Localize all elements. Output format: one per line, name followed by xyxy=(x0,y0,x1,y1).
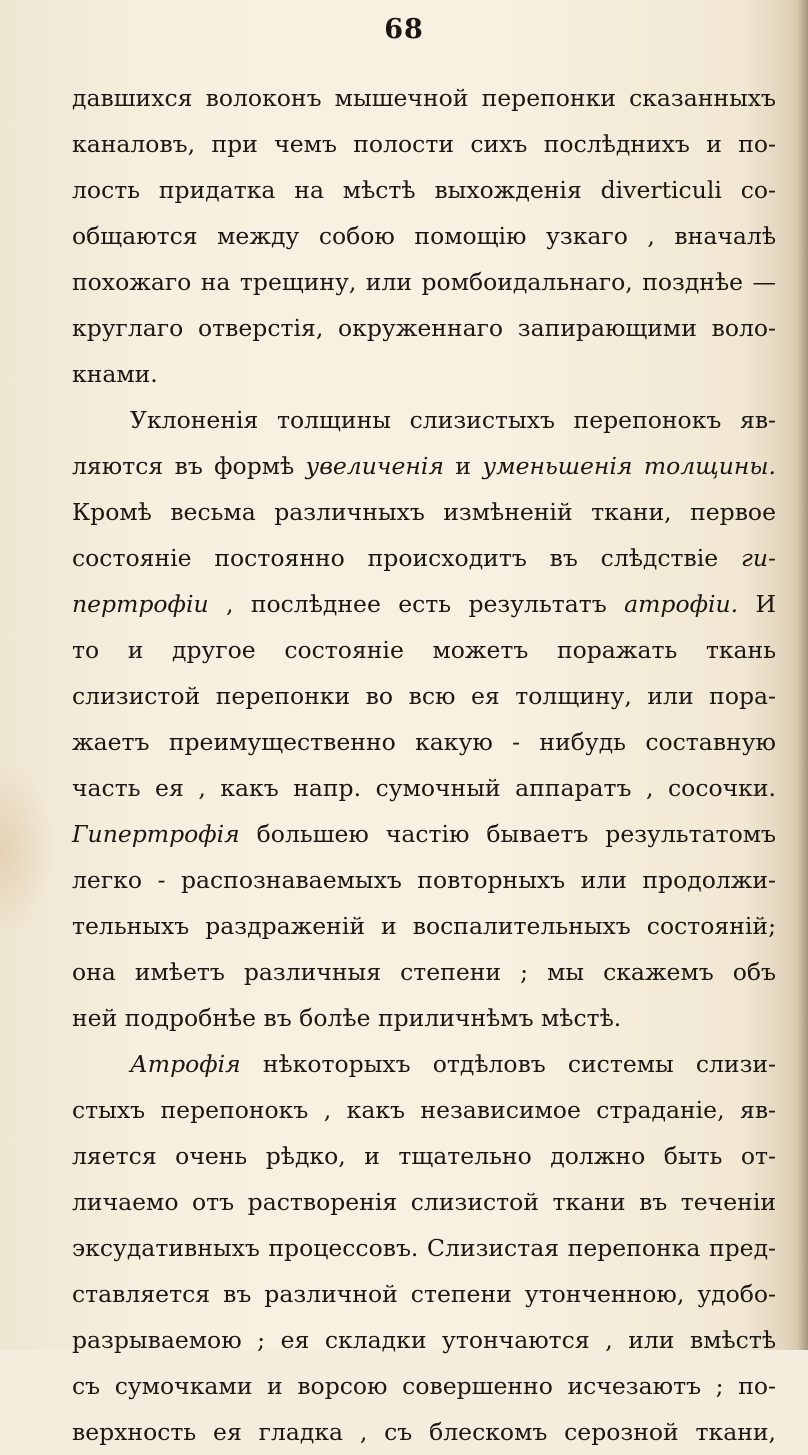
page-edge-shadow xyxy=(798,0,808,1350)
italic-term: пертрофіи xyxy=(72,590,209,618)
text-line xyxy=(72,949,776,995)
age-stain xyxy=(0,760,55,940)
text-run: легко - распознаваемыхъ повторныхъ или продолжи- xyxy=(72,866,776,894)
text-run: и xyxy=(444,452,483,480)
italic-term: ги- xyxy=(741,544,776,572)
text-line xyxy=(72,765,776,811)
text-run: давшихся волоконъ мышечной перепонки сказанныхъ xyxy=(72,84,776,112)
text-run: Кромѣ весьма различныхъ измѣненій ткани, первое xyxy=(72,498,776,526)
text-line xyxy=(72,489,776,535)
text-line xyxy=(72,1317,776,1363)
text-line xyxy=(72,305,776,351)
text-run: Уклоненія толщины слизистыхъ перепонокъ яв- xyxy=(130,406,776,434)
text-run: разрываемою ; ея складки утончаются , или вмѣстѣ xyxy=(72,1326,776,1354)
text-run: состояніе постоянно происходитъ въ слѣдствіе xyxy=(72,544,742,572)
text-line xyxy=(72,1271,776,1317)
text-run: кнами. xyxy=(72,360,158,388)
text-line xyxy=(72,1133,776,1179)
text-line xyxy=(72,811,776,857)
text-line xyxy=(72,627,776,673)
text-run: тельныхъ раздраженій и воспалительныхъ состояній; xyxy=(72,912,776,940)
text-run: круглаго отверстія, окруженнаго запирающими воло- xyxy=(72,314,776,342)
text-run: ней подробнѣе въ болѣе приличнѣмъ мѣстѣ. xyxy=(72,1004,622,1032)
text-line xyxy=(72,75,776,121)
page-number: 68 xyxy=(384,14,424,45)
text-line xyxy=(72,535,776,581)
text-run: эксудативныхъ процессовъ. Слизистая перепонка пред- xyxy=(72,1234,776,1262)
body-text xyxy=(72,75,776,1455)
text-run: ставляется въ различной степени утонченною, удобо- xyxy=(72,1280,776,1308)
text-run: стыхъ перепонокъ , какъ независимое страданіе, яв- xyxy=(72,1096,776,1124)
text-run: слизистой перепонки во всю ея толщину, или пора- xyxy=(72,682,776,710)
text-line xyxy=(72,857,776,903)
text-run: большею частію бываетъ результатомъ xyxy=(239,820,776,848)
text-line xyxy=(72,719,776,765)
text-line xyxy=(72,673,776,719)
text-run: ляется очень рѣдко, и тщательно должно быть от- xyxy=(72,1142,776,1170)
text-line xyxy=(72,1363,776,1409)
text-run: съ сумочками и ворсою совершенно исчезаютъ ; по- xyxy=(72,1372,776,1400)
text-line xyxy=(72,1179,776,1225)
italic-term: Гипертрофія xyxy=(72,820,240,848)
text-line xyxy=(72,1087,776,1133)
text-run: нѣкоторыхъ отдѣловъ системы слизи- xyxy=(240,1050,776,1078)
italic-term: Атрофія xyxy=(130,1050,241,1078)
text-run: она имѣетъ различныя степени ; мы скажемъ объ xyxy=(72,958,776,986)
text-run: лость придатка на мѣстѣ выхожденія diverticuli со- xyxy=(72,176,776,204)
text-run: жаетъ преимущественно какую - нибудь составную xyxy=(72,728,776,756)
text-run: И xyxy=(738,590,777,618)
text-run: похожаго на трещину, или ромбоидальнаго, позднѣе — xyxy=(72,268,776,296)
text-run: верхность ея гладка , съ блескомъ серозной ткани, xyxy=(72,1418,776,1446)
text-line xyxy=(72,1041,776,1087)
text-run: общаются между собою помощію узкаго , вначалѣ xyxy=(72,222,776,250)
text-run: личаемо отъ раствoренія слизистой ткани въ теченіи xyxy=(72,1188,776,1216)
text-line xyxy=(72,259,776,305)
text-line xyxy=(72,213,776,259)
text-line xyxy=(72,1225,776,1271)
text-run: ляются въ формѣ xyxy=(72,452,306,480)
text-run: то и другое состояніе можетъ поражать ткань xyxy=(72,636,776,664)
text-line xyxy=(72,995,776,1041)
text-line xyxy=(72,581,776,627)
italic-term: атрофіи. xyxy=(624,590,739,618)
text-line xyxy=(72,167,776,213)
text-line xyxy=(72,443,776,489)
text-line xyxy=(72,397,776,443)
italic-term: уменьшенія толщины. xyxy=(482,452,777,480)
italic-term: увеличенія xyxy=(305,452,444,480)
text-run: каналовъ, при чемъ полости сихъ послѣднихъ и по- xyxy=(72,130,776,158)
text-run: часть ея , какъ напр. сумочный аппаратъ , сосочки. xyxy=(72,774,776,802)
text-line xyxy=(72,1409,776,1455)
text-line xyxy=(72,121,776,167)
text-line xyxy=(72,351,776,397)
text-line xyxy=(72,903,776,949)
text-run: , послѣднее есть результатъ xyxy=(208,590,625,618)
